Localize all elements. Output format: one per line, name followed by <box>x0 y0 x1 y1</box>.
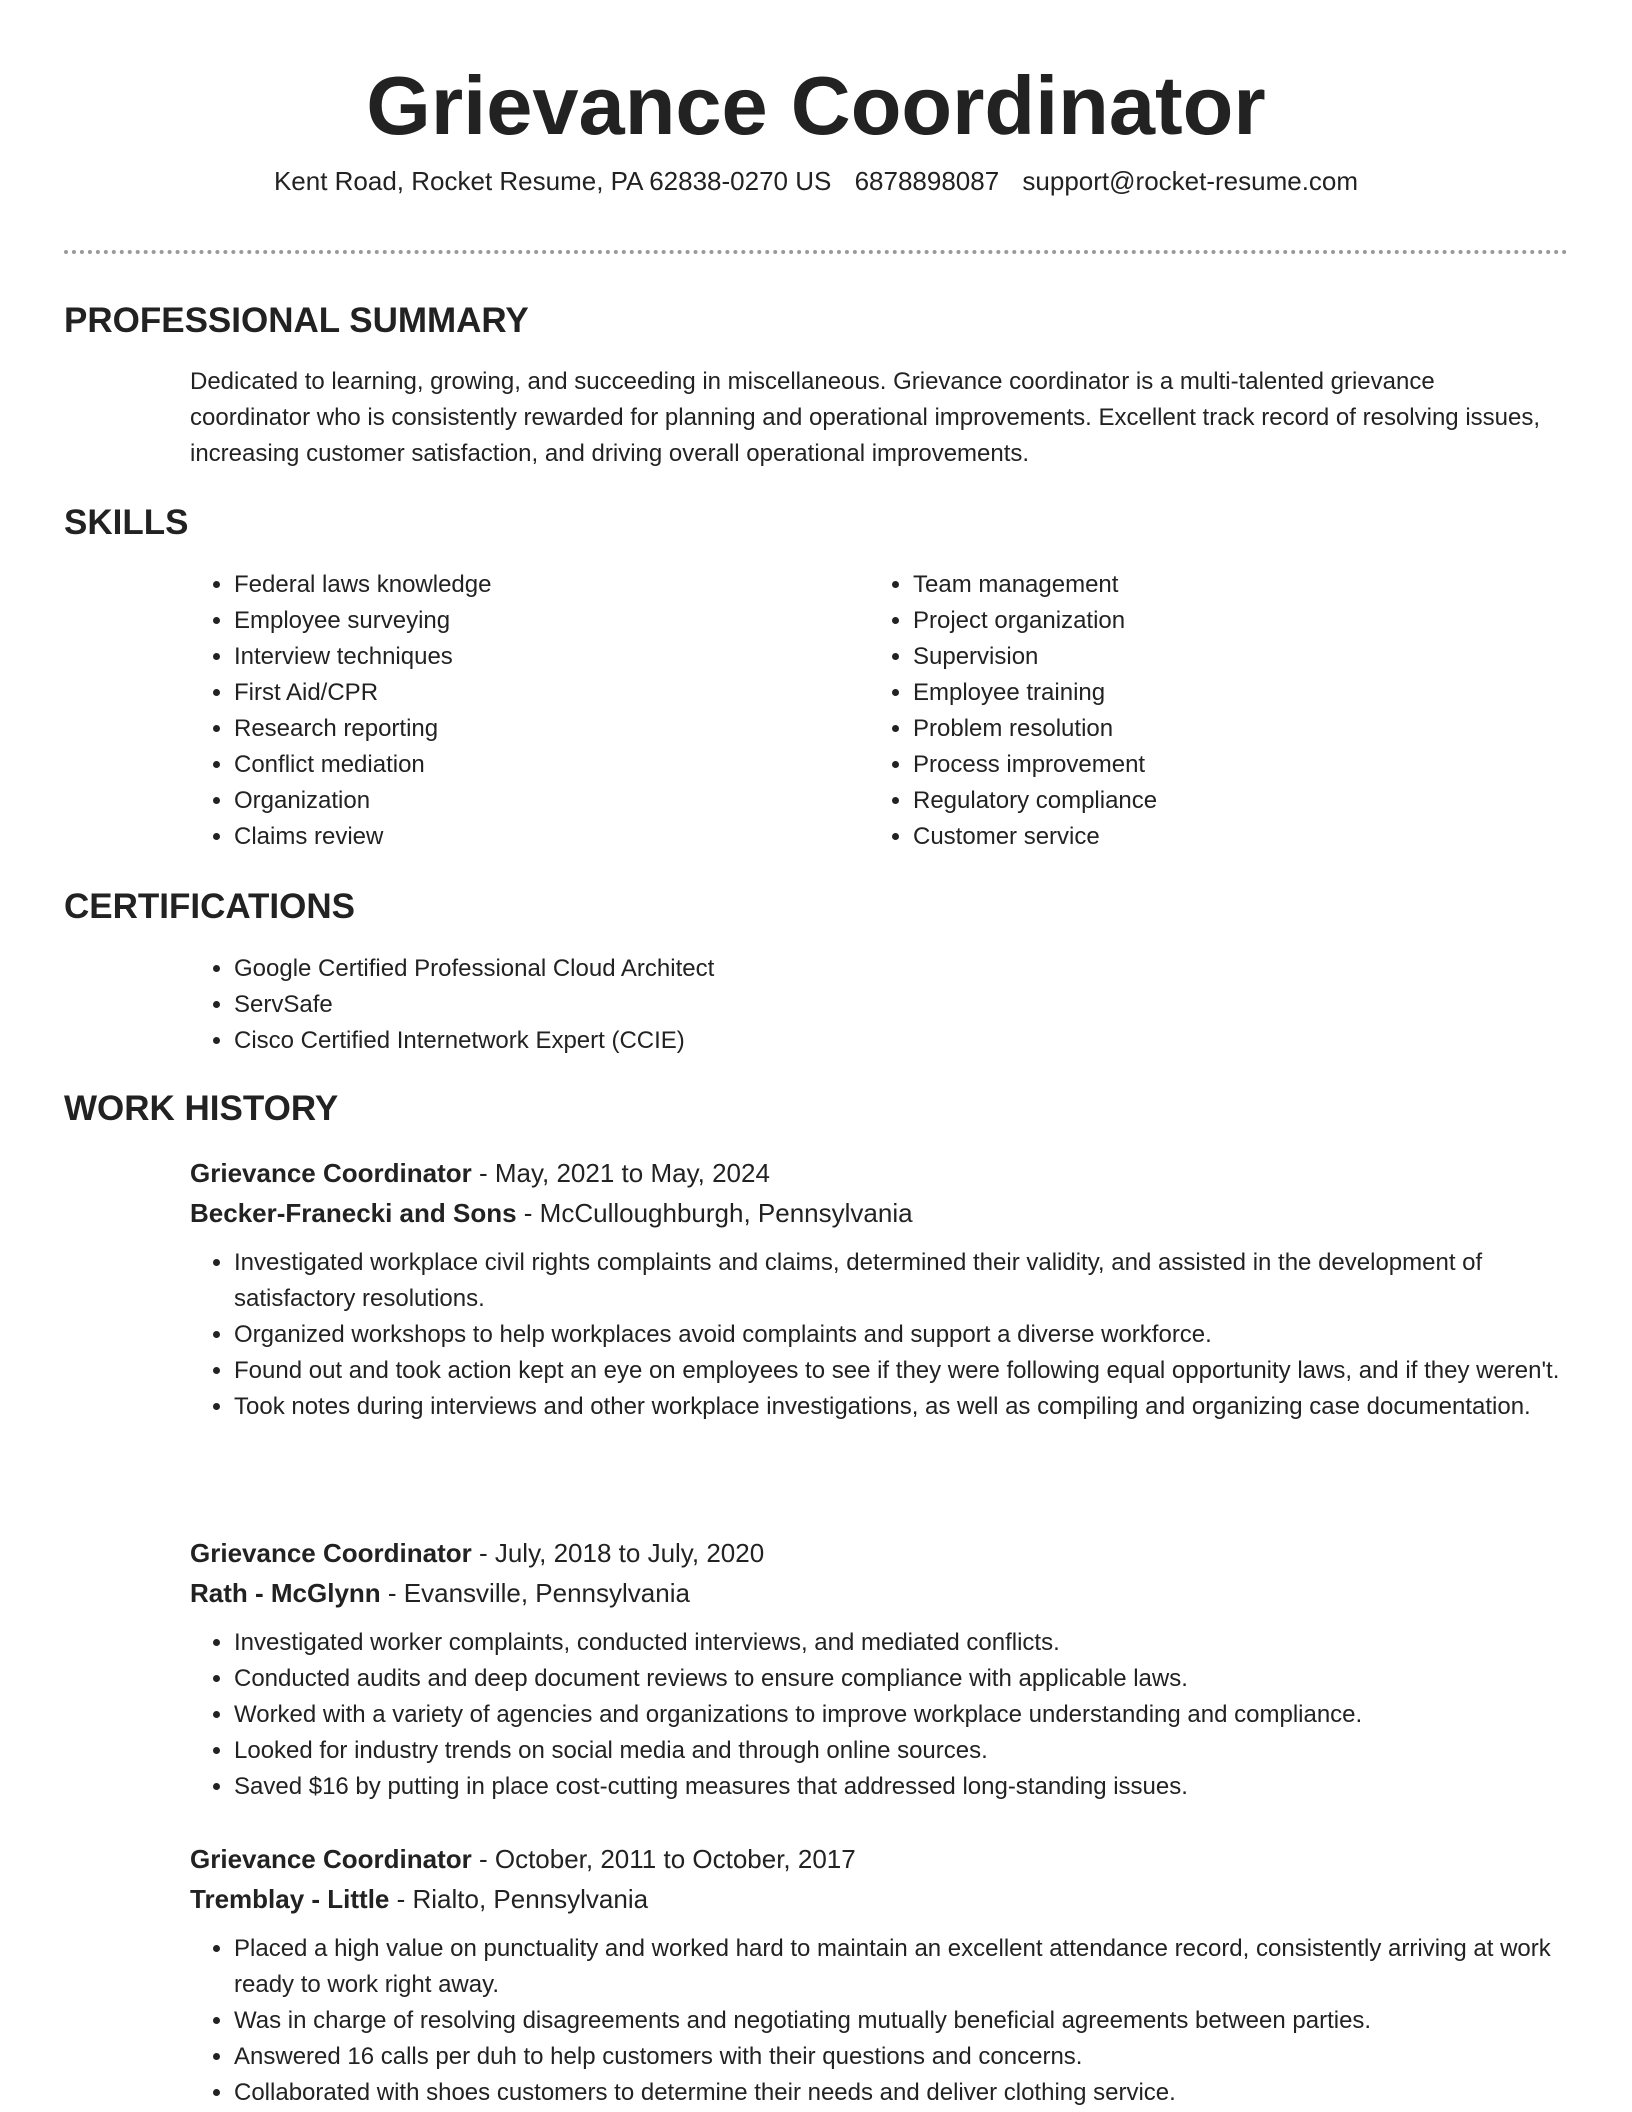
job-company: Tremblay - Little <box>190 1884 390 1914</box>
job-entry <box>190 1839 1550 2111</box>
certifications-list <box>190 951 714 1059</box>
contact-email: support@rocket-resume.com <box>1022 166 1359 196</box>
certifications-list-wrap <box>190 951 714 1059</box>
summary-text: Dedicated to learning, growing, and succeeding in miscellaneous. Grievance coordinator is a multi-talented grievance coordinator who is consistently rewarded for planning and operational improvements. Excellent track record of resolving issues, increasing customer satisfaction, and driving overall operational improvements. <box>190 368 1541 467</box>
skill-item: • Organization <box>234 783 491 819</box>
job-role: Grievance Coordinator <box>190 1158 472 1188</box>
certification-item: • ServSafe <box>234 987 714 1023</box>
job-bullets <box>190 1625 1594 1805</box>
candidate-name: Grievance Coordinator <box>366 59 1266 152</box>
job-dates: - May, 2021 to May, 2024 <box>471 1158 770 1188</box>
job-bullet: • Worked with a variety of agencies and organizations to improve workplace understanding and compliance. <box>234 1697 1594 1733</box>
job-bullet: • Answered 16 calls per duh to help customers with their questions and concerns. <box>234 2039 1594 2075</box>
skill-item: • Problem resolution <box>913 711 1157 747</box>
job-bullet: • Took notes during interviews and other workplace investigations, as well as compiling and organizing case documentation. <box>234 1389 1594 1425</box>
job-bullets <box>190 1931 1594 2111</box>
skills-right-column <box>869 567 1157 855</box>
job-location: - McCulloughburgh, Pennsylvania <box>516 1198 913 1228</box>
job-dates: - October, 2011 to October, 2017 <box>471 1844 856 1874</box>
skill-item: • Research reporting <box>234 711 491 747</box>
skill-item: • Federal laws knowledge <box>234 567 491 603</box>
skill-item: • Supervision <box>913 639 1157 675</box>
job-location: - Rialto, Pennsylvania <box>389 1884 649 1914</box>
skills-right-list <box>869 567 1157 855</box>
job-bullet: • Placed a high value on punctuality and worked hard to maintain an excellent attendance record, consistently arriving at work ready to work right away. <box>234 1931 1594 2003</box>
job-company: Becker-Franecki and Sons <box>190 1198 517 1228</box>
job-dates: - July, 2018 to July, 2020 <box>471 1538 765 1568</box>
skill-item: • Customer service <box>913 819 1157 855</box>
skill-item: • Project organization <box>913 603 1157 639</box>
job-bullet: • Investigated worker complaints, conducted interviews, and mediated conflicts. <box>234 1625 1594 1661</box>
job-location: - Evansville, Pennsylvania <box>380 1578 690 1608</box>
skill-item: • Employee training <box>913 675 1157 711</box>
summary-heading: PROFESSIONAL SUMMARY <box>64 301 529 340</box>
job-bullet: • Organized workshops to help workplaces avoid complaints and support a diverse workforce. <box>234 1317 1594 1353</box>
certification-item: • Google Certified Professional Cloud Architect <box>234 951 714 987</box>
skill-item: • Conflict mediation <box>234 747 491 783</box>
skills-heading: SKILLS <box>64 503 189 542</box>
certifications-heading: CERTIFICATIONS <box>64 887 356 926</box>
job-bullet: • Looked for industry trends on social media and through online sources. <box>234 1733 1594 1769</box>
work-history-heading: WORK HISTORY <box>64 1089 339 1128</box>
skill-item: • Process improvement <box>913 747 1157 783</box>
job-company-line <box>190 1573 1550 1613</box>
contact-phone: 6878898087 <box>854 166 1000 196</box>
job-bullet: • Conducted audits and deep document reviews to ensure compliance with applicable laws. <box>234 1661 1594 1697</box>
job-title-line <box>190 1153 1550 1193</box>
job-bullet: • Investigated workplace civil rights complaints and claims, determined their validity, and assisted in the development of satisfactory resolutions. <box>234 1245 1594 1317</box>
job-bullet: • Found out and took action kept an eye on employees to see if they were following equal opportunity laws, and if they weren't. <box>234 1353 1594 1389</box>
job-bullets <box>190 1245 1594 1425</box>
job-title-line <box>190 1533 1550 1573</box>
skill-item: • Claims review <box>234 819 491 855</box>
skills-left-column <box>190 567 491 855</box>
contact-address: Kent Road, Rocket Resume, PA 62838-0270 US <box>273 166 832 196</box>
job-role: Grievance Coordinator <box>190 1844 472 1874</box>
job-company-line <box>190 1879 1550 1919</box>
skills-left-list <box>190 567 491 855</box>
job-bullet: • Collaborated with shoes customers to determine their needs and deliver clothing service. <box>234 2075 1594 2111</box>
skill-item: • Team management <box>913 567 1157 603</box>
job-entry <box>190 1153 1560 1425</box>
certification-item: • Cisco Certified Internetwork Expert (CCIE) <box>234 1023 714 1059</box>
skill-item: • Employee surveying <box>234 603 491 639</box>
header-divider <box>64 250 1568 254</box>
skill-item: • Regulatory compliance <box>913 783 1157 819</box>
skill-item: • First Aid/CPR <box>234 675 491 711</box>
job-bullet: • Saved $16 by putting in place cost-cutting measures that addressed long-standing issues. <box>234 1769 1594 1805</box>
job-bullet: • Was in charge of resolving disagreements and negotiating mutually beneficial agreements between parties. <box>234 2003 1594 2039</box>
contact-line <box>0 164 1632 198</box>
job-title-line <box>190 1839 1550 1879</box>
skill-item: • Interview techniques <box>234 639 491 675</box>
job-company: Rath - McGlynn <box>190 1578 381 1608</box>
job-entry <box>190 1533 1550 1805</box>
job-company-line <box>190 1193 1550 1233</box>
job-role: Grievance Coordinator <box>190 1538 472 1568</box>
